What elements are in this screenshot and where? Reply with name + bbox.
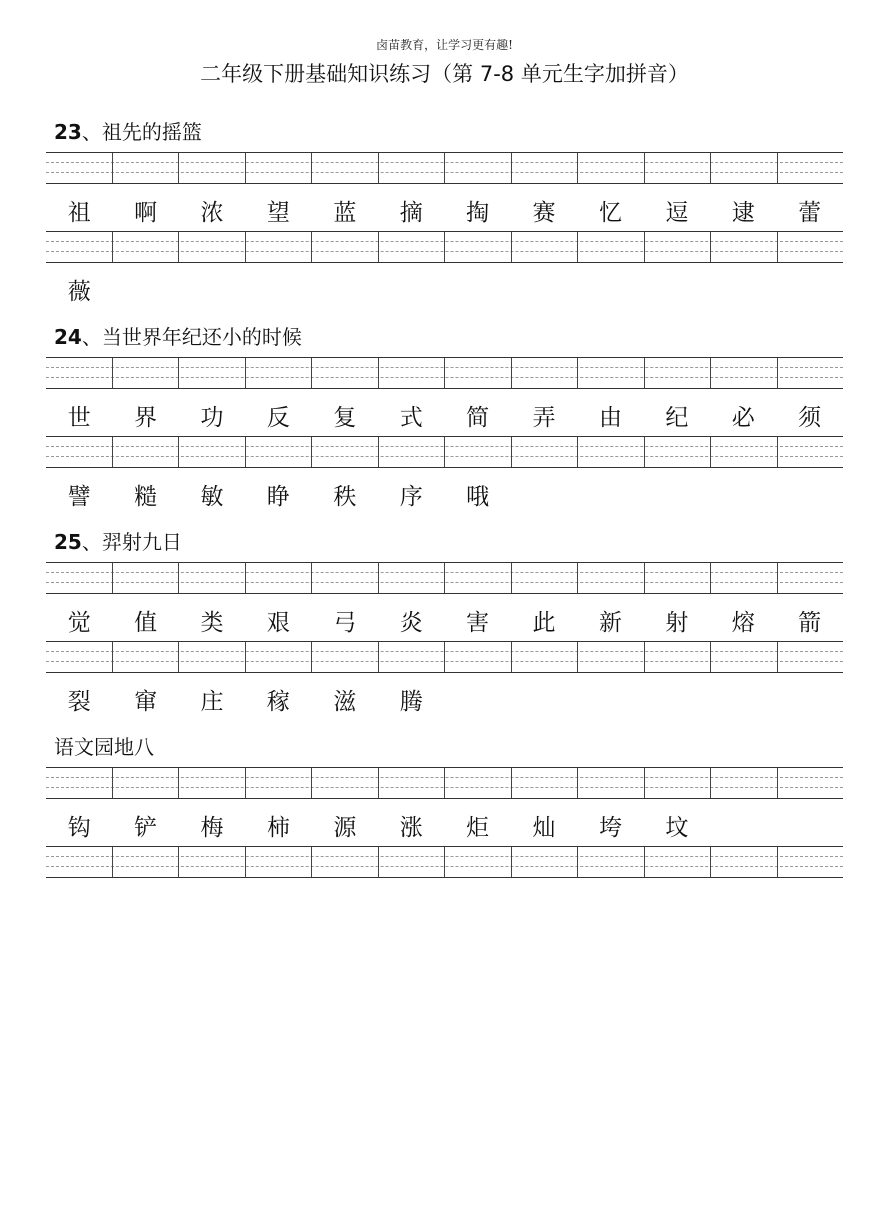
character: 炎: [399, 610, 423, 636]
character: 譬: [67, 484, 91, 510]
character: 啊: [134, 200, 158, 226]
character: 睁: [266, 484, 290, 510]
character: 复: [333, 405, 357, 431]
section-title: 24、当世界年纪还小的时候: [54, 325, 302, 349]
character: 觉: [67, 610, 91, 636]
character: 弄: [532, 405, 556, 431]
character: 赛: [532, 200, 556, 226]
character: 逮: [731, 200, 755, 226]
character: 必: [731, 405, 755, 431]
character-row: [46, 683, 843, 716]
character: 忆: [598, 200, 622, 226]
character: 梅: [200, 815, 224, 841]
character: 源: [333, 815, 357, 841]
character: 钩: [67, 815, 91, 841]
character: 害: [466, 610, 490, 636]
page-title: 二年级下册基础知识练习（第 7-8 单元生字加拼音）: [200, 62, 689, 86]
character: 浓: [200, 200, 224, 226]
character: 滋: [333, 689, 357, 715]
pinyin-grid[interactable]: [46, 846, 843, 878]
character: 炬: [466, 815, 490, 841]
character: 敏: [200, 484, 224, 510]
character-row: [46, 478, 843, 511]
character-row: [46, 399, 843, 432]
character: 逗: [665, 200, 689, 226]
character: 式: [399, 405, 423, 431]
character: 由: [598, 405, 622, 431]
character: 蓝: [333, 200, 357, 226]
character: 值: [134, 610, 158, 636]
character-row: [46, 809, 843, 842]
character: 纪: [665, 405, 689, 431]
character: 窜: [134, 689, 158, 715]
character: 糙: [134, 484, 158, 510]
pinyin-grid[interactable]: [46, 562, 843, 594]
character: 序: [399, 484, 423, 510]
pinyin-grid[interactable]: [46, 357, 843, 389]
character: 摘: [399, 200, 423, 226]
character: 秩: [333, 484, 357, 510]
character: 庄: [200, 689, 224, 715]
character: 垮: [598, 815, 622, 841]
pinyin-grid[interactable]: [46, 767, 843, 799]
character: 蕾: [798, 200, 822, 226]
character: 世: [67, 405, 91, 431]
character: 功: [200, 405, 224, 431]
character: 类: [200, 610, 224, 636]
pinyin-grid[interactable]: [46, 641, 843, 673]
character: 柿: [266, 815, 290, 841]
character: 艰: [266, 610, 290, 636]
section-title: 语文园地八: [54, 735, 154, 759]
character: 望: [266, 200, 290, 226]
pinyin-grid[interactable]: [46, 436, 843, 468]
character: 箭: [798, 610, 822, 636]
character: 新: [598, 610, 622, 636]
character: 简: [466, 405, 490, 431]
character-row: [46, 604, 843, 637]
character: 弓: [333, 610, 357, 636]
character: 稼: [266, 689, 290, 715]
section-title: 25、羿射九日: [54, 530, 182, 554]
character: 熔: [731, 610, 755, 636]
character: 涨: [399, 815, 423, 841]
character: 须: [798, 405, 822, 431]
character: 铲: [134, 815, 158, 841]
character: 掏: [466, 200, 490, 226]
page-header: 卤苗教育，让学习更有趣!: [376, 38, 513, 52]
character: 祖: [67, 200, 91, 226]
pinyin-grid[interactable]: [46, 152, 843, 184]
character: 腾: [399, 689, 423, 715]
character: 射: [665, 610, 689, 636]
character: 坟: [665, 815, 689, 841]
character: 灿: [532, 815, 556, 841]
character: 裂: [67, 689, 91, 715]
character: 反: [266, 405, 290, 431]
character: 薇: [67, 279, 91, 305]
character-row: [46, 273, 843, 306]
character: 此: [532, 610, 556, 636]
character-row: [46, 194, 843, 227]
character: 界: [134, 405, 158, 431]
character: 哦: [466, 484, 490, 510]
section-title: 23、祖先的摇篮: [54, 120, 202, 144]
pinyin-grid[interactable]: [46, 231, 843, 263]
